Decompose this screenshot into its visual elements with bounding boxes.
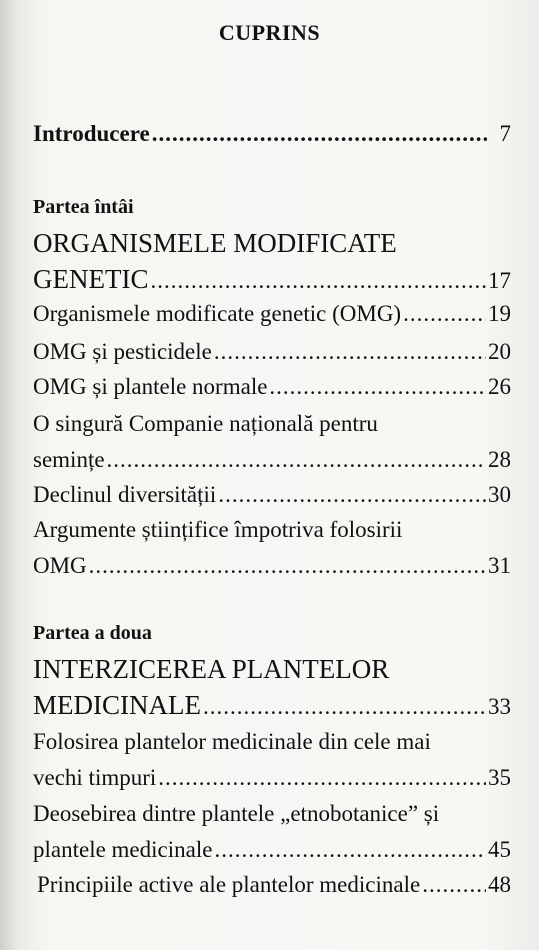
toc-entry-label: OMG și pesticidele — [33, 339, 212, 364]
toc-entry-label: Deosebirea dintre plantele „etnobotanice” și — [33, 801, 440, 826]
dot-leader — [269, 373, 486, 401]
part-1-title-end: GENETIC — [33, 264, 149, 294]
toc-entry-label-cont: semințe — [33, 447, 105, 472]
page-number: 26 — [488, 374, 511, 399]
toc-entry-label: OMG și plantele normale — [33, 374, 268, 399]
dot-leader — [214, 338, 486, 366]
toc-entry-label: Declinul diversității — [33, 482, 217, 507]
dot-leader — [203, 690, 486, 724]
toc-entry-companie-seminte — [33, 410, 511, 474]
part-1-title-line-1: ORGANISMELE MODIFICATE — [33, 228, 397, 258]
toc-entry-label-cont: vechi timpuri — [33, 765, 157, 790]
toc-entry-label: Argumente științifice împotriva folosirii — [33, 517, 403, 542]
dot-leader — [403, 300, 486, 328]
toc-entry-label-cont: plantele medicinale — [33, 837, 213, 862]
dot-leader — [107, 446, 486, 474]
page-number: 30 — [488, 482, 511, 507]
page-title: CUPRINS — [218, 20, 321, 45]
toc-entry-label: Folosirea plantelor medicinale din cele mai — [33, 729, 431, 754]
page-number: 35 — [488, 765, 511, 790]
toc-entry-folosirea-plantelor — [33, 728, 511, 792]
toc-entry-label: Organismele modificate genetic (OMG) — [33, 301, 402, 326]
toc-entry-principiile-active — [37, 871, 511, 899]
part-2-title-line-1: INTERZICEREA PLANTELOR — [33, 654, 390, 684]
part-2-label: Partea a doua — [33, 622, 152, 644]
toc-entry-declin-diversitate — [33, 481, 511, 509]
part-1-label: Partea întâi — [33, 196, 134, 218]
toc-entry-label-cont: OMG — [33, 553, 87, 578]
toc-entry-argumente-stiintifice — [33, 516, 511, 580]
page-number: 28 — [488, 447, 511, 472]
toc-entry-introducere — [33, 120, 511, 148]
dot-leader — [214, 836, 486, 864]
page-number: 48 — [488, 872, 511, 897]
toc-entry-label: Introducere — [33, 121, 150, 146]
dot-leader — [218, 481, 486, 509]
page-number: 33 — [488, 694, 511, 719]
dot-leader — [89, 552, 486, 580]
page-number: 19 — [488, 301, 511, 326]
part-1-title-line-2 — [33, 262, 511, 298]
dot-leader — [158, 764, 486, 792]
part-2-title-line-2 — [33, 688, 511, 724]
toc-entry-omg-plante-normale — [33, 373, 511, 401]
toc-entry-omg — [33, 300, 511, 328]
dot-leader — [150, 264, 486, 298]
page-number: 31 — [488, 553, 511, 578]
page-number: 17 — [488, 268, 511, 293]
page-number: 7 — [499, 121, 511, 146]
toc-entry-label: Principiile active ale plantelor medicinale — [37, 872, 421, 897]
toc-entry-omg-pesticide — [33, 338, 511, 366]
page-number: 20 — [488, 339, 511, 364]
dot-leader — [422, 871, 486, 899]
part-2-title-end: MEDICINALE — [33, 690, 201, 720]
toc-entry-label: O singură Companie națională pentru — [33, 411, 378, 436]
dot-leader — [152, 120, 487, 148]
page-number: 45 — [488, 837, 511, 862]
toc-entry-deosebirea-plantelor — [33, 800, 511, 864]
